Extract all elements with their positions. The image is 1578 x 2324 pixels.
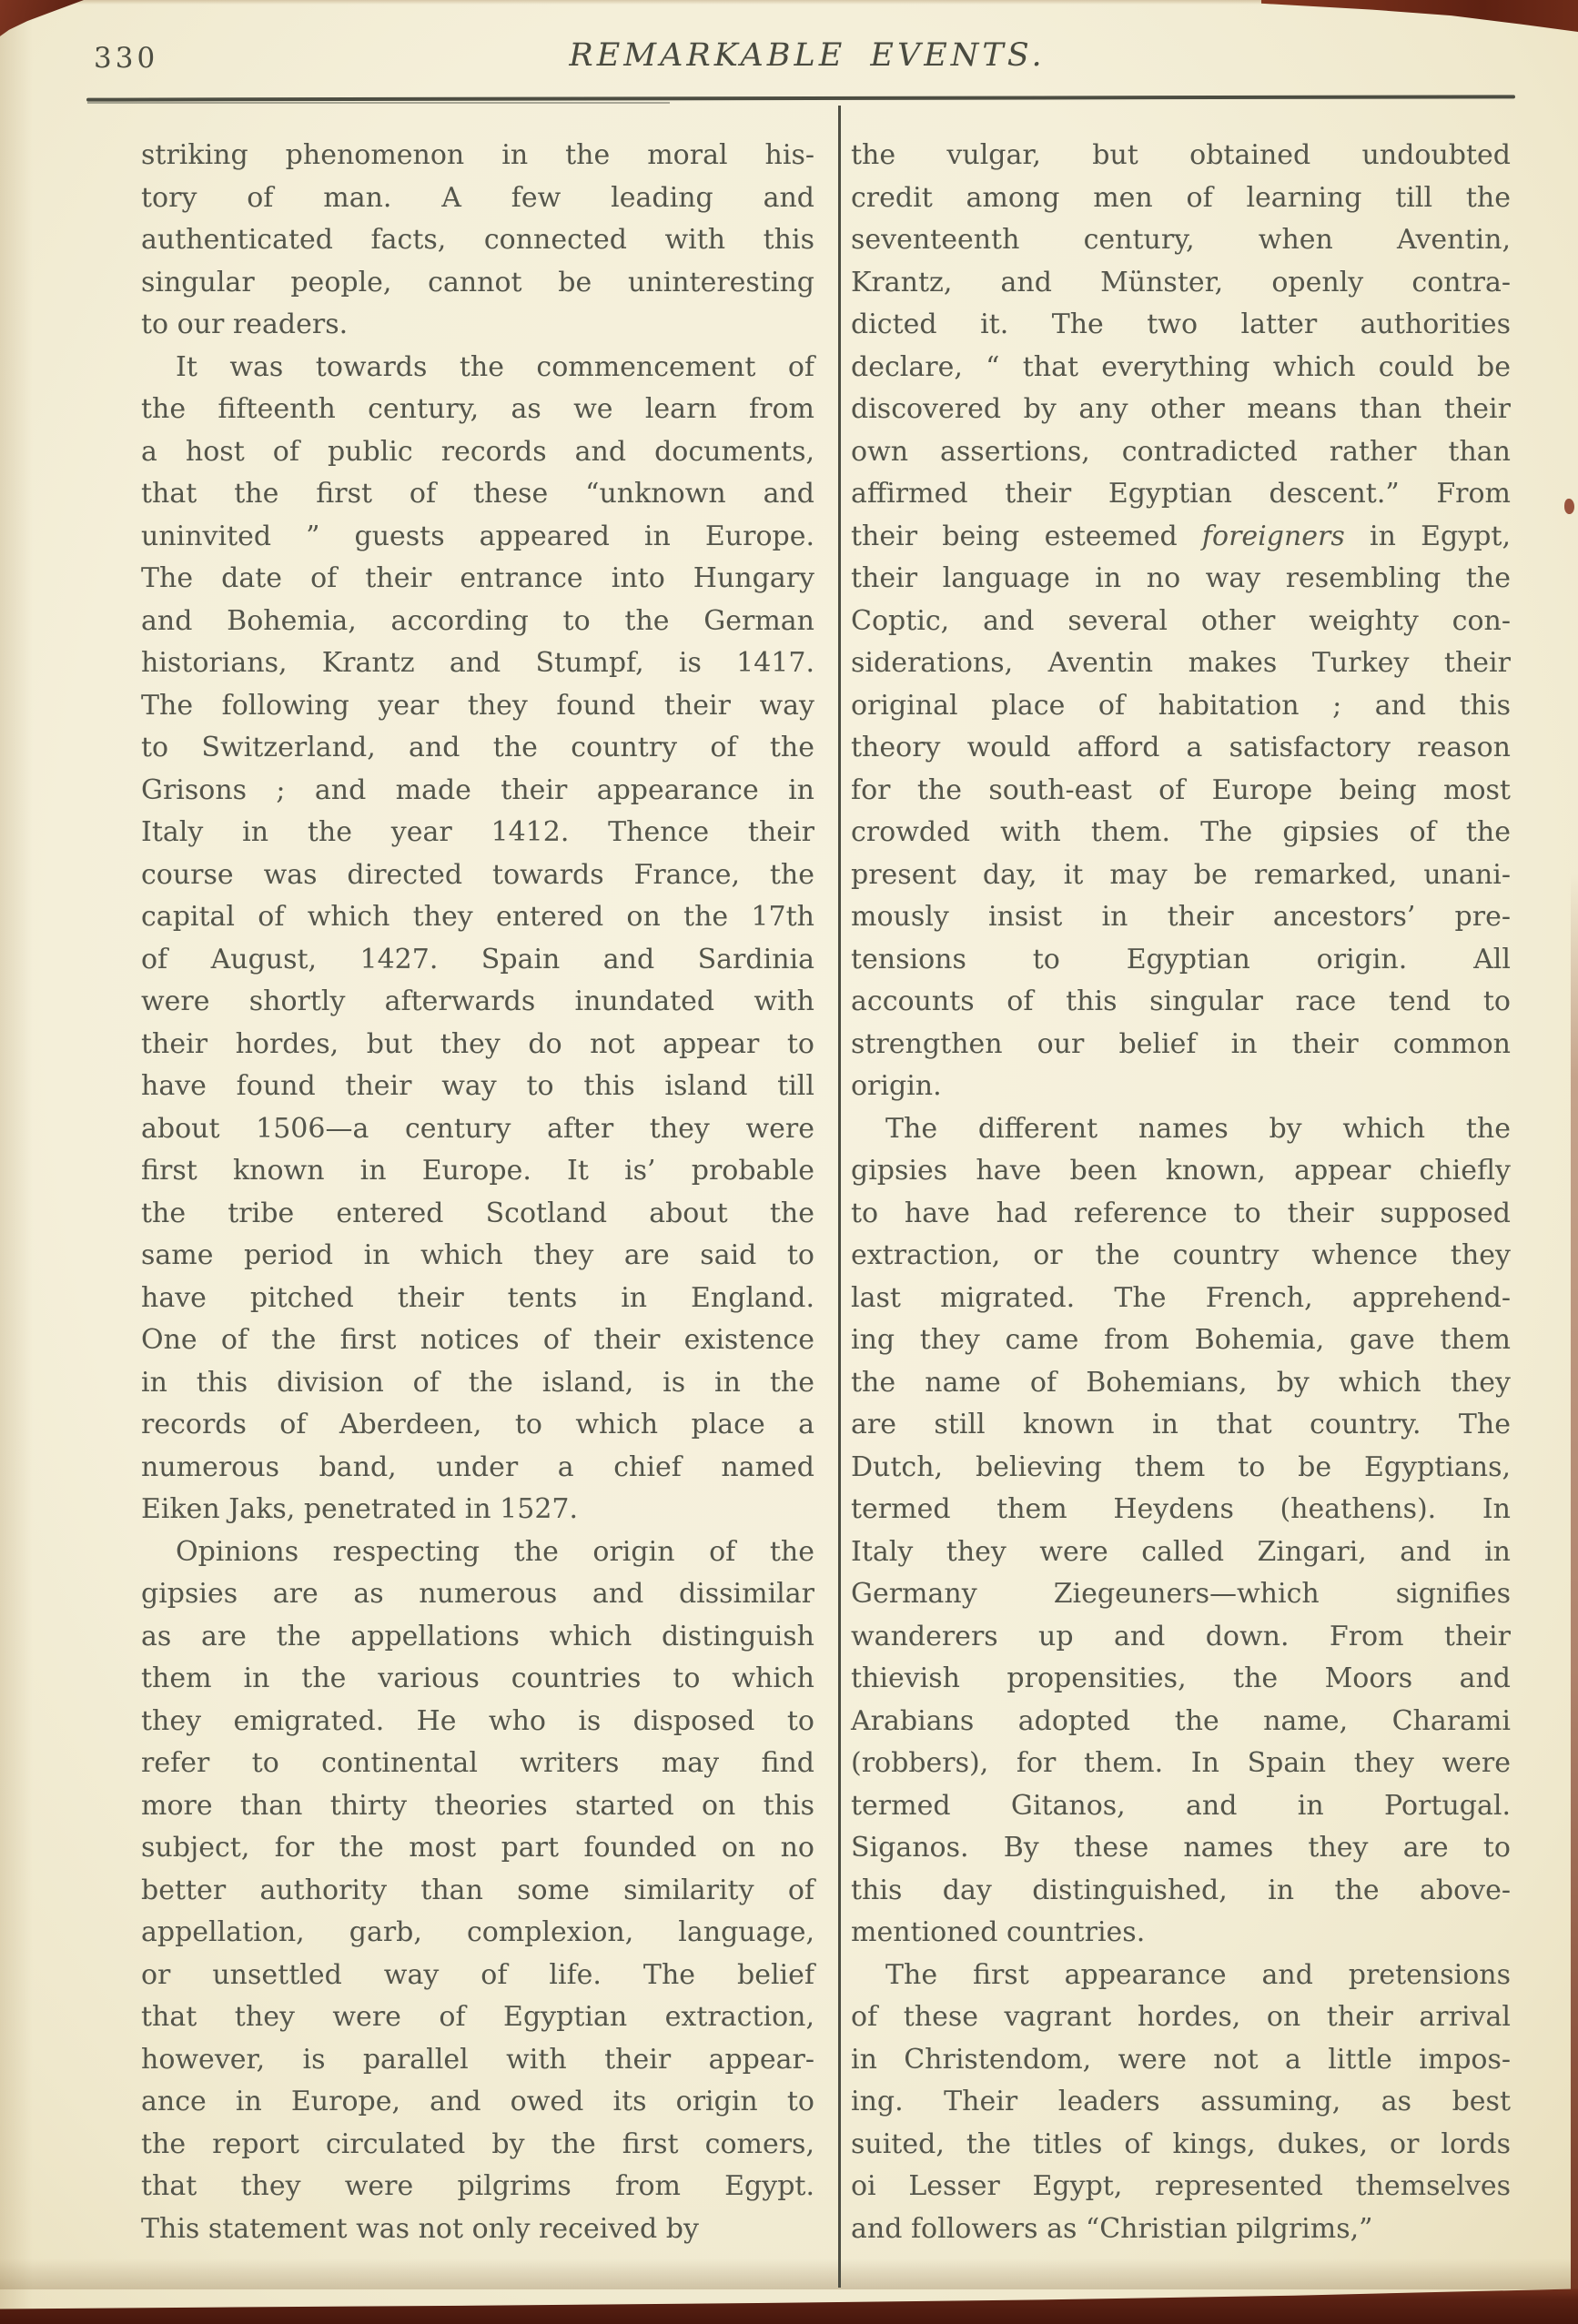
text-line: origin.	[851, 1070, 942, 1102]
scan-stain-top-right	[1261, 0, 1578, 35]
text-line: theory would afford a satisfactory reason	[851, 732, 1511, 763]
text-line: that they were of Egyptian extraction,	[141, 2001, 814, 2033]
text-line: the name of Bohemians, by which they	[851, 1366, 1511, 1399]
text-line: subject, for the most part founded on no	[141, 1832, 814, 1864]
text-line: as are the appellations which distinguish	[141, 1620, 814, 1652]
text-line: the vulgar, but obtained undoubted	[851, 139, 1511, 171]
scan-speck	[1564, 499, 1574, 514]
left-column	[141, 135, 814, 2250]
text-line: oi Lesser Egypt, represented themselves	[851, 2170, 1511, 2202]
text-line: mously insist in their ancestors’ pre-	[851, 901, 1511, 933]
text-line: tory of man. A few leading and	[141, 181, 814, 214]
text-line: gipsies have been known, appear chiefly	[851, 1155, 1511, 1187]
text-line: own assertions, contradicted rather than	[851, 435, 1511, 468]
text-line: strengthen our belief in their common	[851, 1027, 1511, 1060]
text-line: It was towards the commencement of	[176, 350, 814, 383]
text-line: first known in Europe. It is’ probable	[141, 1155, 814, 1187]
text-line: or unsettled way of life. The belief	[141, 1958, 814, 1991]
text-line: however, is parallel with their appear-	[141, 2043, 814, 2076]
text-line: mentioned countries.	[851, 1916, 1146, 1948]
text-line: Grisons ; and made their appearance in	[141, 773, 814, 806]
text-line: (robbers), for them. In Spain they were	[851, 1747, 1511, 1779]
text-line: siderations, Aventin makes Turkey their	[851, 647, 1511, 679]
text-line: to have had reference to their supposed	[851, 1197, 1511, 1229]
text-line: better authority than some similarity of	[141, 1874, 814, 1906]
text-line: credit among men of learning till the	[851, 181, 1511, 214]
text-line: about 1506—a century after they were	[141, 1112, 814, 1145]
text-line: that the first of these “unknown and	[141, 478, 814, 510]
text-line: uninvited ” guests appeared in Europe.	[141, 520, 814, 552]
scan-stain-right-edge	[1571, 874, 1578, 2324]
text-line: more than thirty theories started on this	[141, 1789, 814, 1822]
header-rule-echo	[87, 102, 670, 104]
text-line: dicted it. The two latter authorities	[851, 308, 1511, 340]
text-line: affirmed their Egyptian descent.” From	[851, 478, 1511, 510]
text-line: a host of public records and documents,	[141, 435, 814, 468]
running-title: REMARKABLE EVENTS.	[569, 37, 1046, 74]
text-line: historians, Krantz and Stumpf, is 1417.	[141, 647, 814, 679]
text-line: are still known in that country. The	[851, 1409, 1511, 1440]
text-line: have pitched their tents in England.	[141, 1281, 814, 1314]
text-line: and followers as “Christian pilgrims,”	[851, 2212, 1373, 2245]
text-line: thievish propensities, the Moors and	[851, 1662, 1511, 1694]
column-divider	[838, 106, 841, 2288]
text-line: crowded with them. The gipsies of the	[851, 816, 1511, 848]
text-line: The date of their entrance into Hungary	[141, 562, 814, 594]
text-line: declare, “ that everything which could be	[851, 350, 1511, 383]
text-line: their language in no way resembling the	[851, 562, 1511, 594]
text-line: their hordes, but they do not appear to	[141, 1027, 814, 1060]
text-line: to our readers.	[141, 308, 349, 340]
text-line: termed Gitanos, and in Portugal.	[851, 1789, 1511, 1822]
text-line: last migrated. The French, apprehend-	[851, 1281, 1511, 1314]
text-line: in this division of the island, is in the	[141, 1366, 814, 1399]
text-line: Eiken Jaks, penetrated in 1527.	[141, 1493, 579, 1525]
page-edge-shadow-bottom	[0, 2258, 1578, 2289]
text-line: of August, 1427. Spain and Sardinia	[141, 943, 814, 975]
text-line: Dutch, believing them to be Egyptians,	[851, 1450, 1511, 1483]
text-line: Opinions respecting the origin of the	[176, 1535, 814, 1568]
text-line: Krantz, and Münster, openly contra-	[851, 266, 1511, 298]
text-line: refer to continental writers may find	[141, 1747, 814, 1779]
text-line: to Switzerland, and the country of the	[141, 732, 814, 763]
text-line: ance in Europe, and owed its origin to	[141, 2086, 814, 2117]
page-number: 330	[94, 42, 159, 75]
text-line: this day distinguished, in the above-	[851, 1874, 1511, 1906]
text-line: the tribe entered Scotland about the	[141, 1197, 814, 1229]
text-line: them in the various countries to which	[141, 1662, 814, 1694]
right-column	[851, 135, 1511, 2250]
text-line: their being esteemed foreigners in Egypt,	[851, 520, 1511, 552]
text-line: Coptic, and several other weighty con-	[851, 604, 1511, 637]
text-line: capital of which they entered on the 17th	[141, 901, 814, 933]
text-line: Italy they were called Zingari, and in	[851, 1535, 1511, 1568]
text-line: The different names by which the	[885, 1112, 1511, 1145]
text-line: suited, the titles of kings, dukes, or lords	[851, 2127, 1511, 2160]
text-line: extraction, or the country whence they	[851, 1239, 1511, 1271]
text-line: termed them Heydens (heathens). In	[851, 1493, 1511, 1525]
text-line: of these vagrant hordes, on their arrival	[851, 2001, 1511, 2033]
header-rule	[86, 95, 1515, 101]
text-line: for the south-east of Europe being most	[851, 773, 1511, 806]
text-line: the report circulated by the first comers,	[141, 2127, 814, 2160]
text-line: The following year they found their way	[141, 689, 814, 722]
text-line: they emigrated. He who is disposed to	[141, 1704, 814, 1737]
text-line: original place of habitation ; and this	[851, 689, 1511, 722]
text-line: striking phenomenon in the moral his-	[141, 139, 814, 171]
text-line: Siganos. By these names they are to	[851, 1832, 1511, 1864]
text-line: One of the first notices of their existence	[141, 1324, 814, 1356]
text-line: have found their way to this island till	[141, 1070, 814, 1102]
text-line: records of Aberdeen, to which place a	[141, 1409, 814, 1440]
text-line: in Christendom, were not a little impos-	[851, 2043, 1511, 2076]
text-line: authenticated facts, connected with this	[141, 224, 814, 256]
text-line: ing they came from Bohemia, gave them	[851, 1324, 1511, 1356]
text-line: discovered by any other means than their	[851, 393, 1511, 425]
text-line: were shortly afterwards inundated with	[141, 985, 814, 1017]
page-edge-shadow-left	[0, 0, 33, 2324]
text-line: same period in which they are said to	[141, 1239, 814, 1271]
text-line: Arabians adopted the name, Charami	[851, 1704, 1511, 1737]
text-line: wanderers up and down. From their	[851, 1620, 1511, 1652]
text-line: gipsies are as numerous and dissimilar	[141, 1578, 814, 1610]
text-line: and Bohemia, according to the German	[141, 604, 814, 637]
text-line: that they were pilgrims from Egypt.	[141, 2170, 814, 2202]
text-line: ing. Their leaders assuming, as best	[851, 2086, 1511, 2117]
text-line: This statement was not only received by	[141, 2212, 699, 2245]
text-line: numerous band, under a chief named	[141, 1450, 814, 1483]
text-line: Italy in the year 1412. Thence their	[141, 816, 814, 848]
text-line: seventeenth century, when Aventin,	[851, 224, 1511, 256]
text-line: accounts of this singular race tend to	[851, 985, 1511, 1017]
text-line: the fifteenth century, as we learn from	[141, 393, 814, 425]
text-line: Germany Ziegeuners—which signifies	[851, 1578, 1511, 1610]
text-line: singular people, cannot be uninteresting	[141, 266, 814, 298]
text-line: tensions to Egyptian origin. All	[851, 943, 1511, 975]
text-line: present day, it may be remarked, unani-	[851, 858, 1511, 891]
text-line: The first appearance and pretensions	[885, 1958, 1511, 1991]
text-line: appellation, garb, complexion, language,	[141, 1916, 814, 1948]
text-line: course was directed towards France, the	[141, 858, 814, 891]
